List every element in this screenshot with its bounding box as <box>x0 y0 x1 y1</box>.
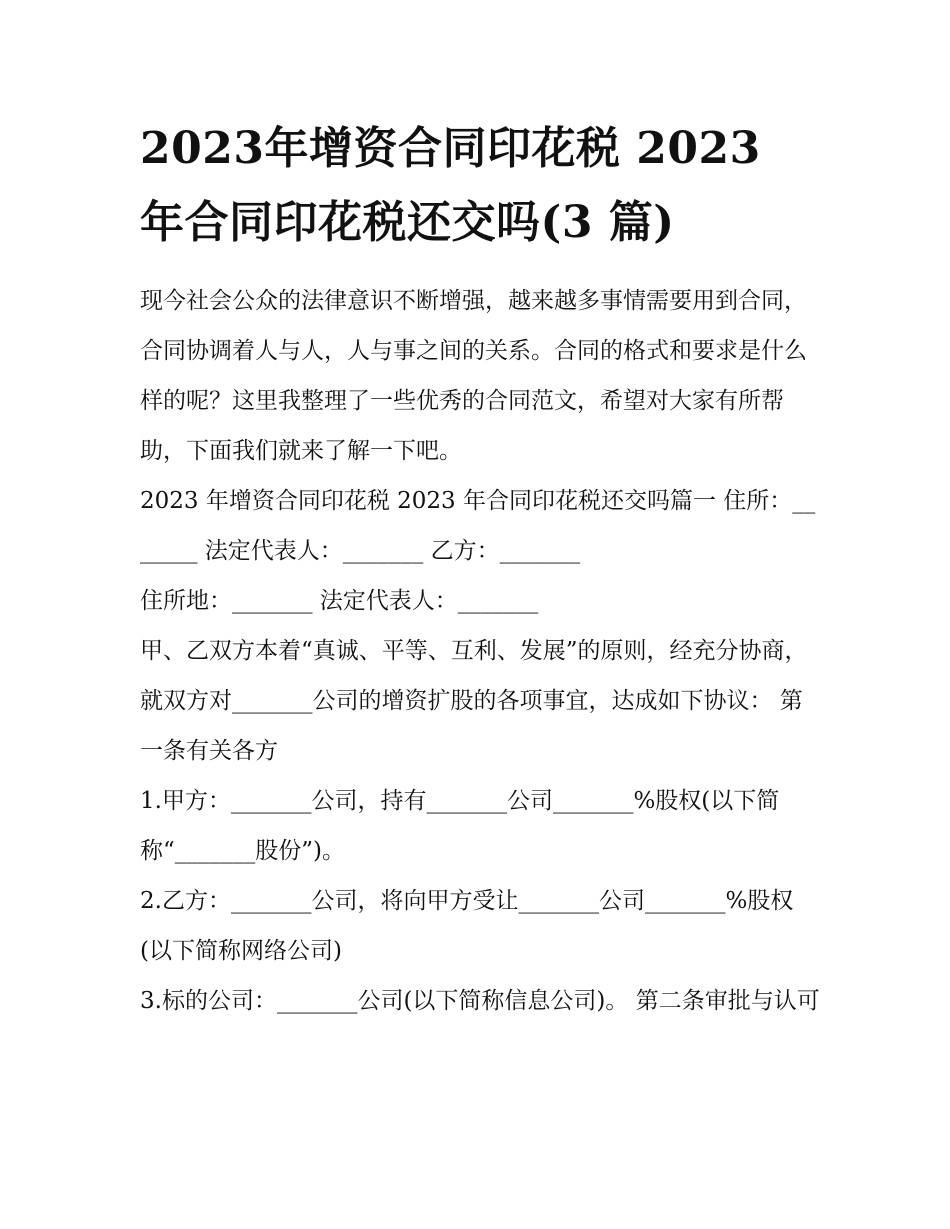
party-a-paragraph: 1.甲方：_______公司，持有_______公司_______%股权(以下简称“_______股份”)。 <box>140 788 780 864</box>
address-paragraph: 住所地：_______ 法定代表人：_______ <box>140 588 539 614</box>
principle-paragraph: 甲、乙双方本着“真诚、平等、互利、发展”的原则，经充分协商，就双方对_______公司的增资扩股的各项事宜，达成如下协议： 第一条有关各方 <box>140 638 808 764</box>
intro-paragraph: 现今社会公众的法律意识不断增强，越来越多事情需要用到合同，合同协调着人与人，人与事之间的关系。合同的格式和要求是什么样的呢？这里我整理了一些优秀的合同范文，希望对大家有所帮助，下面我们就来了解一下吧。 <box>140 288 807 464</box>
contract-party-paragraph: 2023 年增资合同印花税 2023 年合同印花税还交吗篇一 住所：_______ 法定代表人：_______ 乙方：_______ <box>140 488 816 564</box>
document-title: 2023年增资合同印花税 2023 年合同印花税还交吗(3 篇) <box>140 123 761 248</box>
document-page <box>140 112 820 1026</box>
party-b-paragraph: 2.乙方：_______公司，将向甲方受让_______公司_______%股权(以下简称网络公司) <box>140 888 794 964</box>
target-company-paragraph: 3.标的公司：_______公司(以下简称信息公司)。 第二条审批与认可 <box>140 988 820 1014</box>
